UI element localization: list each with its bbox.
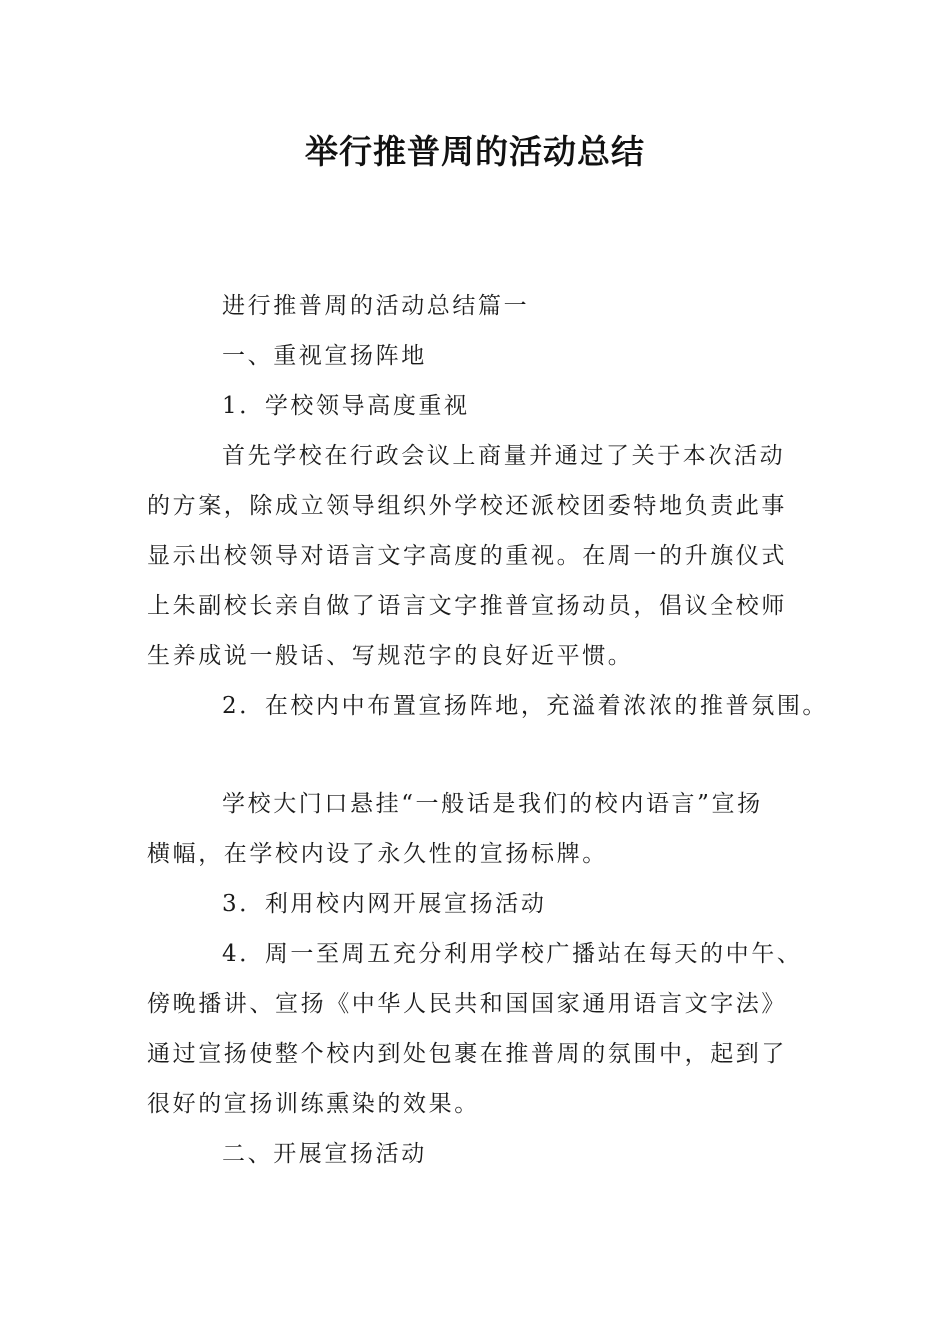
document-title: 举行推普周的活动总结 [305,132,645,171]
heading-one: 一、重视宣扬阵地 [222,343,427,369]
paragraph-line: 显示出校领导对语言文字高度的重视。在周一的升旗仪式 [147,543,787,569]
paragraph-line: 生养成说一般话、写规范字的良好近平惯。 [147,643,634,669]
paragraph-line: 横幅，在学校内设了永久性的宣扬标牌。 [147,841,608,867]
section-subtitle: 进行推普周的活动总结篇一 [222,293,530,319]
heading-two: 二、开展宣扬活动 [222,1141,427,1167]
paragraph-line: 首先学校在行政会议上商量并通过了关于本次活动 [222,443,786,469]
paragraph-line: 很好的宣扬训练熏染的效果。 [147,1091,480,1117]
item-1-heading: 1．学校领导高度重视 [222,393,470,419]
paragraph-line: 的方案，除成立领导组织外学校还派校团委特地负责此事 [147,493,787,519]
paragraph-line: 傍晚播讲、宣扬《中华人民共和国国家通用语言文字法》 [147,991,787,1017]
item-3-heading: 3．利用校内网开展宣扬活动 [222,891,547,917]
paragraph-line: 学校大门口悬挂“一般话是我们的校内语言”宣扬 [222,791,763,817]
paragraph-line: 上朱副校长亲自做了语言文字推普宣扬动员，倡议全校师 [147,593,787,619]
paragraph-line: 通过宣扬使整个校内到处包裹在推普周的氛围中，起到了 [147,1041,787,1067]
item-2-heading: 2．在校内中布置宣扬阵地，充溢着浓浓的推普氛围。 [222,693,829,719]
item-4-heading: 4．周一至周五充分利用学校广播站在每天的中午、 [222,941,803,967]
